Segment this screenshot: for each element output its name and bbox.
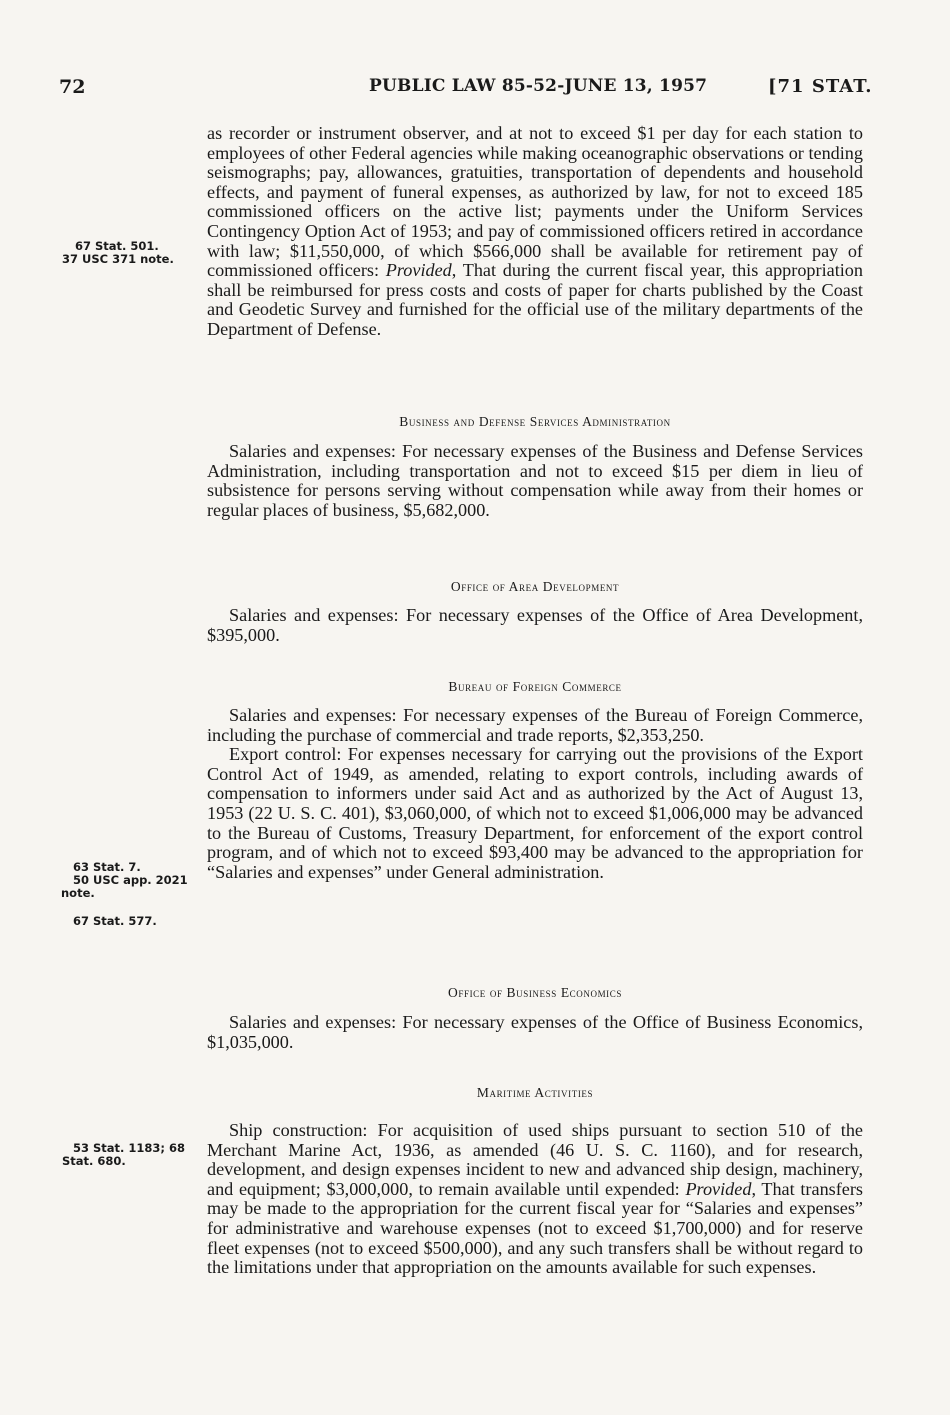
page-number: 72 — [59, 76, 86, 98]
margin-note-line: 53 Stat. 1183; 68 — [73, 1141, 186, 1155]
margin-note-line: 63 Stat. 7. — [73, 860, 141, 874]
text-run: Ship construction: For acquisition of used ships pursuant to section 510 of the Merchant Marine Act, 1936, as amended (46 U. S. C. 1160), and for research, development, and design expenses incident to new and advanced ship design, machinery, and equipment; $3,000,000, to remain available until expended: — [207, 1120, 863, 1199]
margin-note-53-stat-1183 — [62, 1141, 186, 1168]
paragraph: Salaries and expenses: For necessary expenses of the Office of Business Economics, $1,035,000. — [207, 1012, 863, 1052]
section-maritime-body — [207, 1121, 863, 1278]
paragraph — [207, 124, 863, 340]
margin-note-line: 50 USC app. 2021 — [73, 873, 188, 887]
paragraph — [207, 1121, 863, 1278]
text-run: as recorder or instrument observer, and at not to exceed $1 per day for each station to employees of other Federal agencies while making oceanographic observations or tending seismographs; pay, allowances, gratuities, transportation of dependents and household effects, and payment of funeral expenses, as authorized by law, for not to exceed 185 commissioned officers on the active list; payments under the Uniform Services Contingency Option Act of 1953; and pay of commissioned officers retired in accordance with law; $11,550,000, of which $566,000 shall be available for retirement pay of commissioned officers: — [207, 123, 863, 281]
margin-note-63-stat-7 — [61, 860, 188, 900]
text-run: , That transfers may be made to the appropriation for the current fiscal year for “Salaries and expenses” for administrative and warehouse expenses (not to exceed $1,700,000) and for reserve fleet expenses (not to exceed $500,000), and any such transfers shall be without regard to the limitations under that appropriation on the amounts available for such expenses. — [207, 1178, 863, 1278]
running-header-volume: [71 STAT. — [768, 76, 873, 97]
section-area-development-body — [207, 606, 863, 645]
margin-note-line: 37 USC 371 note. — [62, 252, 174, 266]
paragraph: Salaries and expenses: For necessary expenses of the Bureau of Foreign Commerce, including the purchase of commercial and trade reports, $2,353,250. — [207, 705, 863, 745]
paragraph: Export control: For expenses necessary for carrying out the provisions of the Export Control Act of 1949, as amended, relating to export controls, including awards of compensation to informers under said Act and as authorized by the Act of August 13, 1953 (22 U. S. C. 401), $3,060,000, of which not to exceed $1,006,000 may be advanced to the Bureau of Customs, Treasury Department, for enforcement of the export control program, and of which not to exceed $93,400 may be advanced to the appropriation for “Salaries and expenses” under General administration. — [207, 744, 863, 882]
provided-italic: Provided — [685, 1178, 752, 1199]
heading-area-development: Office of Area Development — [450, 579, 620, 594]
margin-note-67-stat-577: 67 Stat. 577. — [73, 914, 157, 928]
margin-note-67-stat-501 — [62, 239, 174, 266]
text-run: , That during the current fiscal year, this appropriation shall be reimbursed for press costs and costs of paper for charts published by the Coast and Geodetic Survey and furnished for the official use of the military departments of the Department of Defense. — [207, 260, 863, 339]
margin-note-line: 67 Stat. 501. — [75, 239, 159, 253]
section-business-economics-body — [207, 1013, 863, 1052]
paragraph-coast-geodetic — [207, 124, 863, 340]
margin-note-line: note. — [61, 886, 95, 900]
paragraph: Salaries and expenses: For necessary expenses of the Office of Area Development, $395,000. — [207, 605, 863, 645]
running-header-title: PUBLIC LAW 85-52-JUNE 13, 1957 — [369, 76, 708, 96]
provided-italic: Provided — [385, 260, 452, 281]
heading-business-economics: Office of Business Economics — [448, 985, 622, 1000]
heading-business-defense: Business and Defense Services Administration — [399, 414, 671, 429]
margin-note-line: Stat. 680. — [62, 1154, 126, 1168]
heading-foreign-commerce: Bureau of Foreign Commerce — [448, 679, 622, 694]
heading-maritime-activities: Maritime Activities — [476, 1085, 594, 1100]
paragraph: Salaries and expenses: For necessary expenses of the Business and Defense Services Administration, including transportation and not to exceed $15 per diem in lieu of subsistence for persons serving without compensation while away from their homes or regular places of business, $5,682,000. — [207, 441, 863, 520]
section-foreign-commerce-body — [207, 706, 863, 882]
section-business-defense-body — [207, 442, 863, 520]
